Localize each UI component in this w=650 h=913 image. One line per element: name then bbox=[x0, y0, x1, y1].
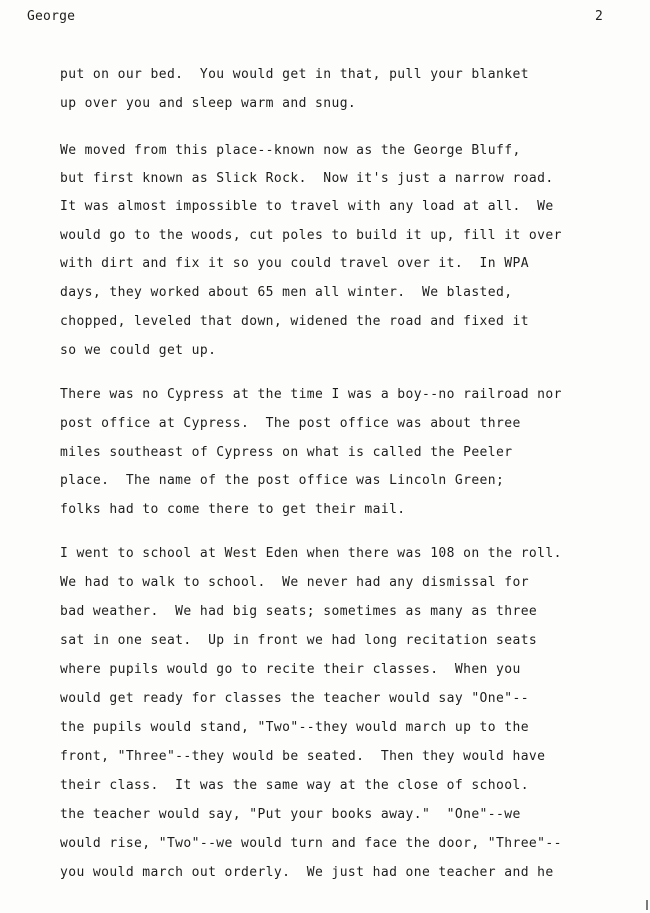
text-line: folks had to come there to get their mail. bbox=[60, 502, 406, 517]
text-line: would rise, "Two"--we would turn and face the door, "Three"-- bbox=[60, 836, 562, 851]
text-line: I went to school at West Eden when there was 108 on the roll. bbox=[60, 546, 562, 561]
text-line: put on our bed. You would get in that, pull your blanket bbox=[60, 67, 529, 82]
text-line: There was no Cypress at the time I was a boy--no railroad nor bbox=[60, 387, 562, 402]
text-line: days, they worked about 65 men all winter. We blasted, bbox=[60, 285, 513, 300]
text-line: the pupils would stand, "Two"--they would march up to the bbox=[60, 720, 529, 735]
text-line: It was almost impossible to travel with any load at all. We bbox=[60, 199, 554, 214]
page-header-name: George bbox=[27, 9, 76, 24]
text-line: so we could get up. bbox=[60, 343, 217, 358]
page-number: 2 bbox=[595, 9, 603, 24]
text-line: up over you and sleep warm and snug. bbox=[60, 96, 357, 111]
scan-edge-mark bbox=[646, 900, 648, 910]
text-line: with dirt and fix it so you could travel over it. In WPA bbox=[60, 256, 529, 271]
text-line: miles southeast of Cypress on what is called the Peeler bbox=[60, 445, 513, 460]
text-line: We moved from this place--known now as the George Bluff, bbox=[60, 143, 521, 158]
text-line: chopped, leveled that down, widened the road and fixed it bbox=[60, 314, 529, 329]
text-line: front, "Three"--they would be seated. Then they would have bbox=[60, 749, 546, 764]
text-line: you would march out orderly. We just had one teacher and he bbox=[60, 865, 554, 880]
text-line: their class. It was the same way at the close of school. bbox=[60, 778, 529, 793]
text-line: would go to the woods, cut poles to build it up, fill it over bbox=[60, 228, 562, 243]
text-line: would get ready for classes the teacher would say "One"-- bbox=[60, 691, 529, 706]
text-line: but first known as Slick Rock. Now it's just a narrow road. bbox=[60, 171, 554, 186]
text-line: We had to walk to school. We never had any dismissal for bbox=[60, 575, 529, 590]
text-line: post office at Cypress. The post office was about three bbox=[60, 416, 521, 431]
text-line: place. The name of the post office was Lincoln Green; bbox=[60, 473, 505, 488]
text-line: where pupils would go to recite their classes. When you bbox=[60, 662, 521, 677]
text-line: sat in one seat. Up in front we had long recitation seats bbox=[60, 633, 538, 648]
text-line: bad weather. We had big seats; sometimes as many as three bbox=[60, 604, 538, 619]
text-line: the teacher would say, "Put your books away." "One"--we bbox=[60, 807, 521, 822]
